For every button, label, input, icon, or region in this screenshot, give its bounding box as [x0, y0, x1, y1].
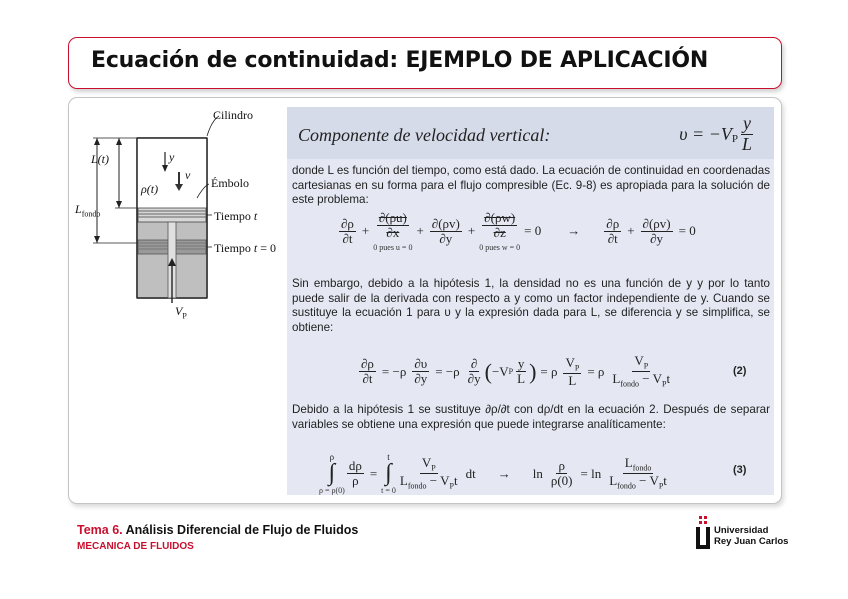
eq1-equals-zero: = 0: [524, 223, 542, 239]
eq1-plus-2: +: [416, 223, 424, 239]
eq3-f4-den: L: [609, 473, 618, 488]
label-rho-t: [141, 182, 158, 197]
eq2-paren-close: ): [529, 358, 537, 384]
eq3-f3-num: ρ: [558, 457, 565, 473]
eq2-e-den-t: t: [666, 371, 671, 387]
eq1-t2-note: 0 pues u = 0: [373, 242, 413, 252]
eq2-e-den-rest: − V: [639, 371, 663, 387]
eq1-r2-num: ∂(ρv): [642, 215, 671, 231]
label-rho-t-text: ρ(t): [141, 182, 159, 196]
eq1-t4-den: ∂z: [493, 225, 506, 241]
label-L-bottom-sub: fondo: [81, 209, 101, 219]
eq2-d-den: L: [568, 372, 577, 388]
label-y: [169, 150, 174, 165]
eq1-t1-den: ∂t: [342, 230, 353, 246]
label-v-text: v: [185, 168, 191, 182]
eq3-f2-den-t: t: [453, 473, 458, 488]
eq3-f4-num-sub: fondo: [632, 463, 652, 473]
eq2-c-inner-pre: −V: [491, 363, 509, 379]
label-VP: [175, 304, 187, 320]
eq1-result-zero: = 0: [678, 223, 696, 239]
footer-course: MECANICA DE FLUIDOS: [77, 541, 194, 552]
eq1-t3-den: ∂y: [439, 230, 453, 246]
eq2-d: [563, 356, 581, 389]
university-logo: [694, 514, 794, 564]
label-L-t-text: L(t): [91, 152, 109, 166]
eq3-equals-ln: = ln: [580, 465, 602, 481]
eq2-a-den: ∂t: [362, 371, 373, 387]
eq1-r1-num: ∂ρ: [606, 215, 620, 231]
eq2-a: [359, 357, 376, 387]
eq2-b: [412, 357, 429, 387]
component-eq-lhs: υ = −V: [679, 123, 732, 144]
component-eq-den: L: [741, 133, 752, 154]
eq3-f2-num: V: [421, 454, 432, 470]
eq3-f4-den-sub: fondo: [617, 481, 636, 491]
eq2-e-den-rest-sub: P: [662, 379, 667, 389]
eq2-d-num-sub: P: [574, 363, 580, 373]
eq1-plus-3: +: [467, 223, 476, 239]
equation-3: [319, 452, 671, 495]
footer-topic: [77, 523, 358, 537]
label-time-zero: Tiempo t = 0: [214, 241, 277, 255]
eq3-f2-den-rest: − V: [426, 473, 450, 488]
label-V-text: V: [175, 304, 183, 318]
eq2-c-inner-sub: P: [508, 367, 514, 377]
eq2-c-num: ∂: [470, 356, 478, 372]
eq1-t3-num: ∂(ρv): [431, 215, 460, 231]
eq3-f1: [347, 459, 364, 489]
eq3-ln-1: ln: [532, 465, 543, 481]
component-equation: [679, 114, 756, 155]
title-box: [68, 37, 782, 89]
eq1-term4: [479, 211, 520, 252]
page-title: Ecuación de continuidad: EJEMPLO DE APLICACIÓN: [91, 48, 709, 73]
eq1-arrow: →: [567, 223, 581, 239]
eq1-r2-den: ∂y: [650, 230, 664, 246]
eq2-a-num: ∂ρ: [361, 356, 374, 372]
eq3-equals: =: [369, 465, 378, 481]
eq3-f1-den: ρ: [352, 473, 359, 488]
eq1-t2-num: ∂(ρu): [378, 210, 407, 225]
paragraph-3: Debido a la hipótesis 1 se sustituye ∂ρ/∂t con dρ/dt en la ecuación 2. Después de separar variables se obtiene una expresión que puede integrarse analíticamente:: [292, 403, 770, 431]
eq1-result-term2: [641, 217, 673, 247]
eq3-f2: [398, 456, 460, 492]
eq3-int2-lower: t = 0: [381, 486, 396, 495]
eq3-arrow: →: [497, 465, 511, 481]
eq3-f4-den-rest-sub: P: [658, 481, 664, 491]
eq3-f4-den-t: t: [663, 473, 667, 488]
eq3-f1-num: dρ: [348, 457, 362, 473]
eq3-f2-den-sub: fondo: [407, 481, 427, 491]
eq2-c-inner: [515, 357, 527, 387]
equation-2: [357, 354, 674, 390]
eq3-f4-den-rest: − V: [635, 473, 659, 488]
equation-2-number: (2): [733, 365, 747, 377]
eq3-integral-1: ρ ∫ ρ = ρ(0): [319, 452, 345, 495]
logo-line-2: Rey Juan Carlos: [714, 536, 789, 547]
footer-topic-name: Análisis Diferencial de Flujo de Fluidos: [122, 523, 359, 537]
eq2-c-pre: = −ρ: [435, 363, 460, 379]
eq3-f2-den: L: [399, 473, 408, 488]
component-eq-num: y: [742, 113, 751, 133]
eq2-e-den-sub: fondo: [620, 379, 640, 389]
label-v: [185, 168, 190, 183]
eq3-f4: [607, 456, 669, 492]
label-V-sub: P: [182, 311, 187, 321]
label-cylinder: Cilindro: [213, 108, 254, 122]
eq3-f2-den-rest-sub: P: [449, 481, 454, 491]
logo-line-1: Universidad: [714, 525, 769, 536]
eq2-b-pre: = −ρ: [381, 363, 407, 379]
eq1-term2: [373, 211, 412, 252]
eq2-c-inner-den: L: [517, 371, 526, 387]
eq3-int1-lower: ρ = ρ(0): [319, 486, 345, 495]
equation-3-number: (3): [733, 464, 747, 476]
footer-topic-number: Tema 6.: [77, 523, 123, 537]
eq3-dt: dt: [465, 465, 476, 481]
eq1-term1: [339, 217, 356, 247]
eq3-f3-den: ρ(0): [550, 473, 573, 488]
eq1-t1-num: ∂ρ: [341, 215, 354, 231]
label-time-t: Tiempo t: [214, 209, 258, 223]
component-eq-fraction: [740, 114, 754, 155]
eq2-c-den: ∂y: [467, 371, 481, 387]
paragraph-2: Sin embargo, debido a la hipótesis 1, la densidad no es una función de y y por lo tanto puede salir de la derivada con respecto a y como un factor independiente de y. Cuando se sustituye la ecuación 1 para υ y la expresión dada para L, se diferencia y se simplifica, se obtiene:: [292, 277, 770, 334]
eq1-t2-den: ∂x: [386, 225, 400, 241]
eq2-e-den: L: [612, 371, 621, 387]
eq1-plus-1: +: [361, 223, 370, 239]
content-box: [68, 97, 782, 504]
eq1-result-term1: [604, 217, 621, 247]
label-L-bottom-text: L: [75, 202, 82, 216]
eq2-paren-open: (: [484, 358, 492, 384]
eq3-int1-upper: ρ: [329, 452, 335, 462]
label-L-t: [91, 152, 109, 167]
solution-panel: [287, 107, 774, 495]
eq1-result-plus: +: [627, 223, 635, 239]
piston-cylinder-figure: [69, 98, 284, 328]
eq2-c-inner-num: y: [517, 356, 525, 372]
eq2-e-pre: = ρ: [587, 363, 605, 379]
eq2-e-num-sub: P: [643, 361, 649, 371]
eq2-c: [466, 357, 483, 387]
university-crest-icon: [694, 516, 714, 556]
paragraph-1: donde L es función del tiempo, como está dado. La ecuación de continuidad en coordenadas cartesianas en su forma para el flujo compresible (Ec. 9-8) es apropiada para la solución de este problema:: [292, 164, 770, 207]
eq1-t4-note: 0 pues w = 0: [479, 242, 521, 252]
eq3-f3: [549, 459, 575, 489]
eq3-f4-num: L: [624, 454, 633, 470]
eq2-e: [610, 354, 672, 390]
eq2-b-num: ∂υ: [414, 356, 428, 372]
eq2-d-num: V: [565, 354, 575, 370]
eq3-integral-2: t ∫ t = 0: [381, 452, 396, 495]
component-label: Componente de velocidad vertical:: [298, 125, 551, 145]
eq1-t4-num: ∂(ρw): [484, 210, 516, 225]
component-row: [287, 107, 774, 159]
equation-1: [337, 211, 700, 252]
eq3-f2-num-sub: P: [431, 463, 436, 473]
eq2-b-den: ∂y: [414, 371, 428, 387]
eq1-r1-den: ∂t: [607, 230, 618, 246]
component-eq-sub: P: [731, 133, 738, 146]
label-L-bottom: [75, 202, 100, 218]
eq2-d-pre: = ρ: [540, 363, 558, 379]
eq3-int2-upper: t: [387, 452, 390, 462]
label-y-text: y: [169, 150, 175, 164]
eq1-term3: [430, 217, 462, 247]
label-piston: Émbolo: [211, 176, 249, 190]
eq2-e-num: V: [634, 353, 644, 368]
